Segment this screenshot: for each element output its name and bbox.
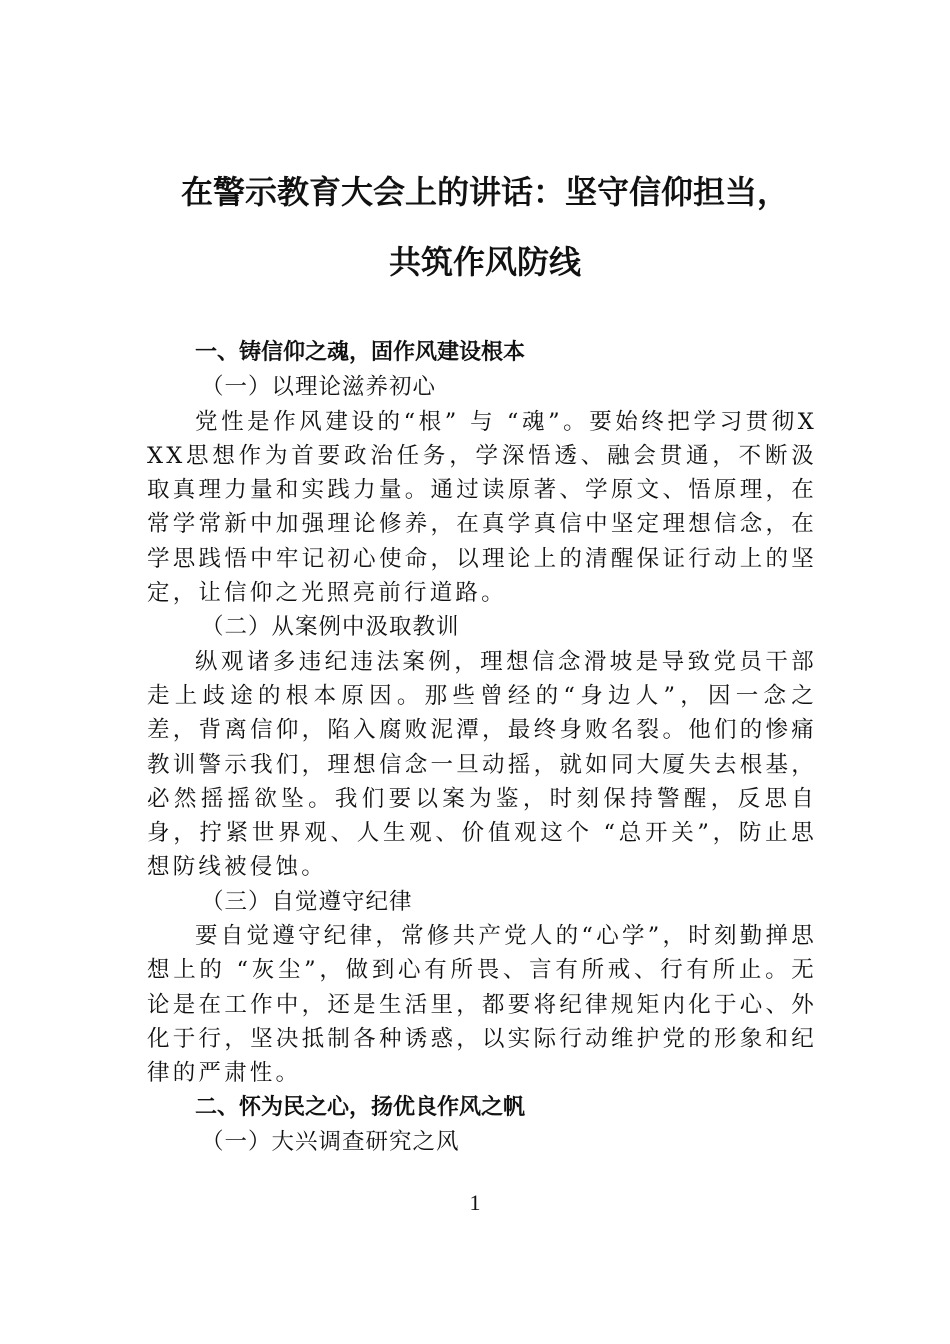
document-title-line-2: 共筑作风防线 — [388, 243, 581, 281]
section-heading-2: 二、怀为民之心，扬优良作风之帆 — [195, 1094, 526, 1120]
subsection-heading-2-1: （一）大兴调查研究之风 — [201, 1128, 460, 1155]
paragraph-1-3: 要自觉遵守纪律，常修共产党人的“心学”，时刻勤掸思想上的 “灰尘”，做到心有所畏、言有所戒、行有所止。无论是在工作中，还是生活里，都要将纪律规矩内化于心、外化于行，坚决抵制各种诱惑，以实际行动维护党的形象和纪律的严肃性。 — [147, 923, 817, 1087]
paragraph-1-1: 党性是作风建设的“根” 与 “魂”。要始终把学习贯彻XXX思想作为首要政治任务，学深悟透、融会贯通，不断汲取真理力量和实践力量。通过读原著、学原文、悟原理，在常学常新中加强理论修养，在真学真信中坚定理想信念，在学思践悟中牢记初心使命，以理论上的清醒保证行动上的坚定，让信仰之光照亮前行道路。 — [147, 408, 817, 607]
section-heading-1: 一、铸信仰之魂，固作风建设根本 — [195, 340, 526, 365]
page-number: 1 — [469, 1190, 481, 1215]
document-body — [147, 336, 817, 1159]
paragraph-1-2: 纵观诸多违纪违法案例，理想信念滑坡是导致党员干部走上歧途的根本原因。那些曾经的“身边人”，因一念之差，背离信仰，陷入腐败泥潭，最终身败名裂。他们的惨痛教训警示我们，理想信念一旦动摇，就如同大厦失去根基，必然摇摇欲坠。我们要以案为鉴，时刻保持警醒，反思自身，拧紧世界观、人生观、价值观这个 “总开关”，防止思想防线被侵蚀。 — [147, 648, 817, 881]
document-title-line-1: 在警示教育大会上的讲话：坚守信仰担当， — [180, 173, 789, 211]
subsection-heading-1-2: （二）从案例中汲取教训 — [201, 614, 460, 641]
subsection-heading-1-3: （三）自觉遵守纪律 — [201, 888, 413, 915]
subsection-heading-1-1: （一）以理论滋养初心 — [201, 374, 437, 401]
